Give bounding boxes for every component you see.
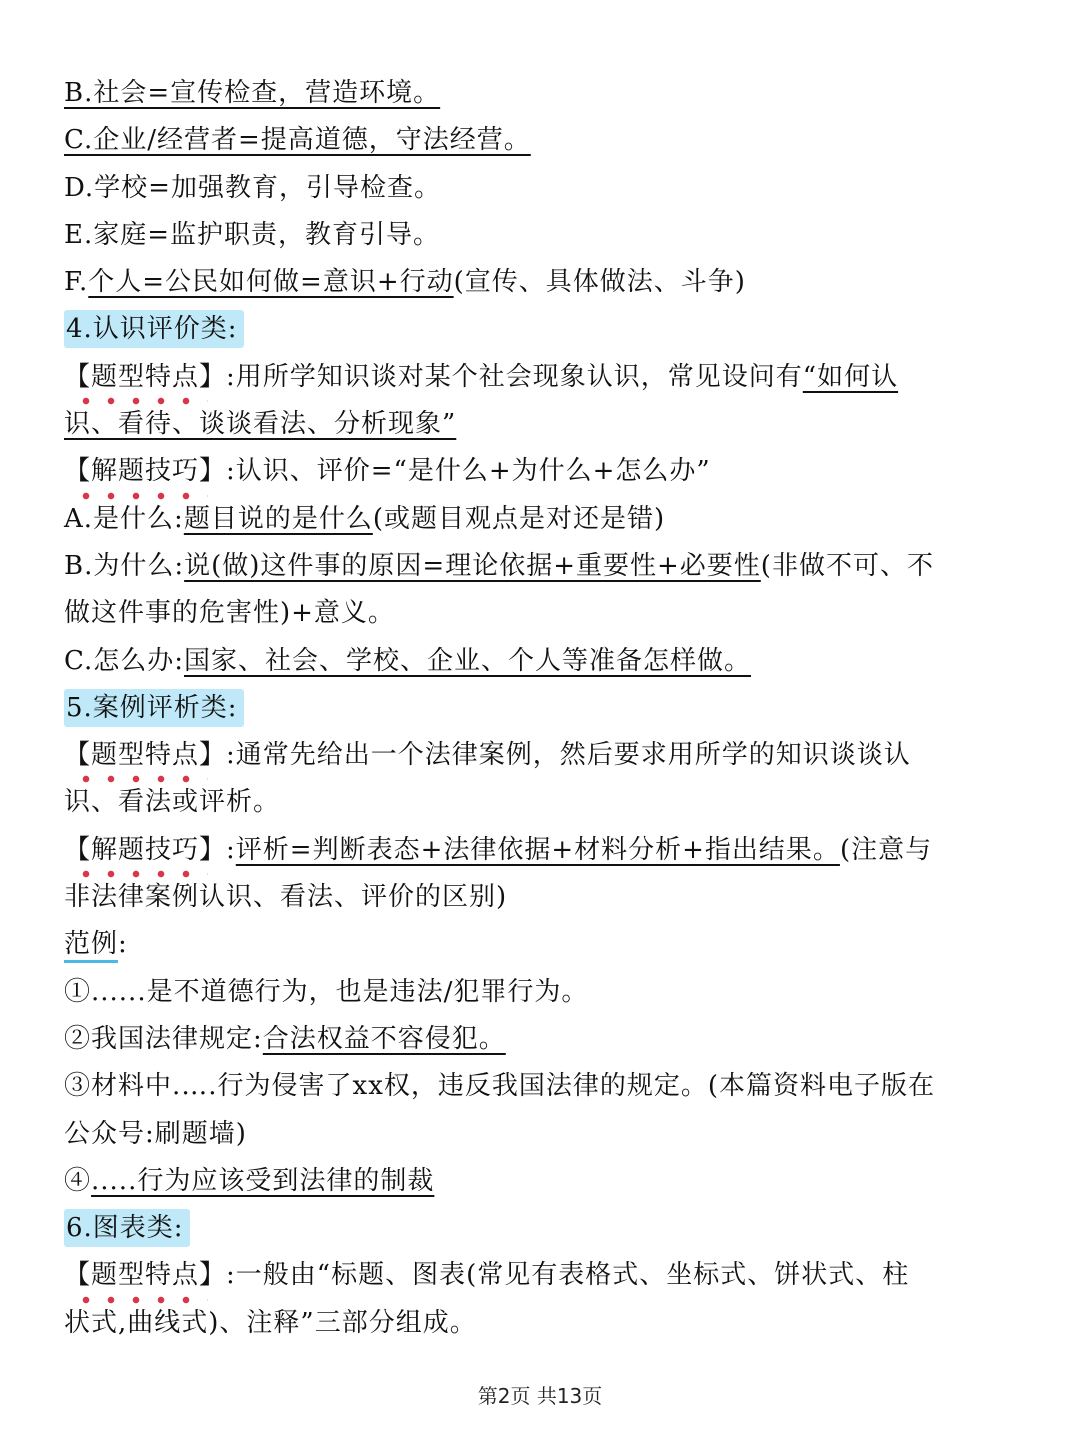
- s5-example-label: 范例:: [64, 921, 1014, 968]
- s5-feature: 【题型特点】 :通常先给出一个法律案例，然后要求用所学的知识谈谈认: [64, 732, 1014, 779]
- emphasis-dots: [82, 1296, 208, 1304]
- emphasis-dots: [82, 775, 208, 783]
- s6-feature: 【题型特点】 :一般由“标题、图表(常见有表格式、坐标式、饼状式、柱: [64, 1252, 1014, 1299]
- item-f-individual: F.个人=公民如何做=意识+行动(宣传、具体做法、斗争): [64, 267, 746, 298]
- s5-feature-cont: 识、看法或评析。: [64, 787, 281, 818]
- section-5-heading: [64, 685, 1014, 732]
- s4-b-cont: 做这件事的危害性)+意义。: [64, 598, 395, 629]
- s5-example-3: ③材料中.….行为侵害了xx权，违反我国法律的规定。(本篇资料电子版在: [64, 1071, 935, 1102]
- page-number: 第2页 共13页: [477, 1384, 603, 1408]
- s4-feature-cont: 识、看待、谈谈看法、分析现象”: [64, 409, 457, 440]
- emphasis-dots: [82, 492, 208, 500]
- s6-feature-cont: 状式,曲线式)、注释”三部分组成。: [64, 1307, 477, 1338]
- section-4-heading: [64, 306, 1014, 353]
- feature-tag: 【题型特点】: [64, 354, 226, 401]
- skill-tag: 【解题技巧】: [64, 827, 226, 874]
- s4-b: B.为什么:说(做)这件事的原因=理论依据+重要性+必要性(非做不可、不: [64, 550, 934, 581]
- section-title: 6.图表类:: [64, 1209, 190, 1247]
- document-body: [64, 70, 1014, 1347]
- section-title: 4.认识评价类:: [64, 310, 244, 348]
- s5-example-4: ④.....行为应该受到法律的制裁: [64, 1165, 435, 1196]
- s5-example-3-cont: 公众号:刷题墙): [64, 1118, 247, 1149]
- emphasis-dots: [82, 397, 208, 405]
- section-title: 5.案例评析类:: [64, 689, 244, 727]
- emphasis-dots: [82, 870, 208, 878]
- s4-skill: 【解题技巧】 :认识、评价=“是什么+为什么+怎么办”: [64, 448, 1014, 495]
- s5-skill: 【解题技巧】 :评析=判断表态+法律依据+材料分析+指出结果。(注意与: [64, 827, 1014, 874]
- feature-tag: 【题型特点】: [64, 732, 226, 779]
- s4-a: A.是什么:题目说的是什么(或题目观点是对还是错): [64, 503, 666, 534]
- s4-feature: 【题型特点】 :用所学知识谈对某个社会现象认识，常见设问有“如何认: [64, 354, 1014, 401]
- s5-example-2: ②我国法律规定:合法权益不容侵犯。: [64, 1023, 506, 1054]
- item-d-school: D.学校=加强教育，引导检查。: [64, 172, 441, 203]
- item-c-enterprise: C.企业/经营者=提高道德，守法经营。: [64, 125, 531, 156]
- s5-skill-cont: 非法律案例认识、看法、评价的区别): [64, 882, 508, 913]
- skill-tag: 【解题技巧】: [64, 448, 226, 495]
- feature-tag: 【题型特点】: [64, 1252, 226, 1299]
- item-e-family: E.家庭=监护职责，教育引导。: [64, 219, 441, 250]
- s4-c: C.怎么办:国家、社会、学校、企业、个人等准备怎样做。: [64, 645, 752, 676]
- s5-example-1: ①......是不道德行为，也是违法/犯罪行为。: [64, 976, 589, 1007]
- section-6-heading: [64, 1205, 1014, 1252]
- item-b-society: B.社会=宣传检查，营造环境。: [64, 78, 441, 108]
